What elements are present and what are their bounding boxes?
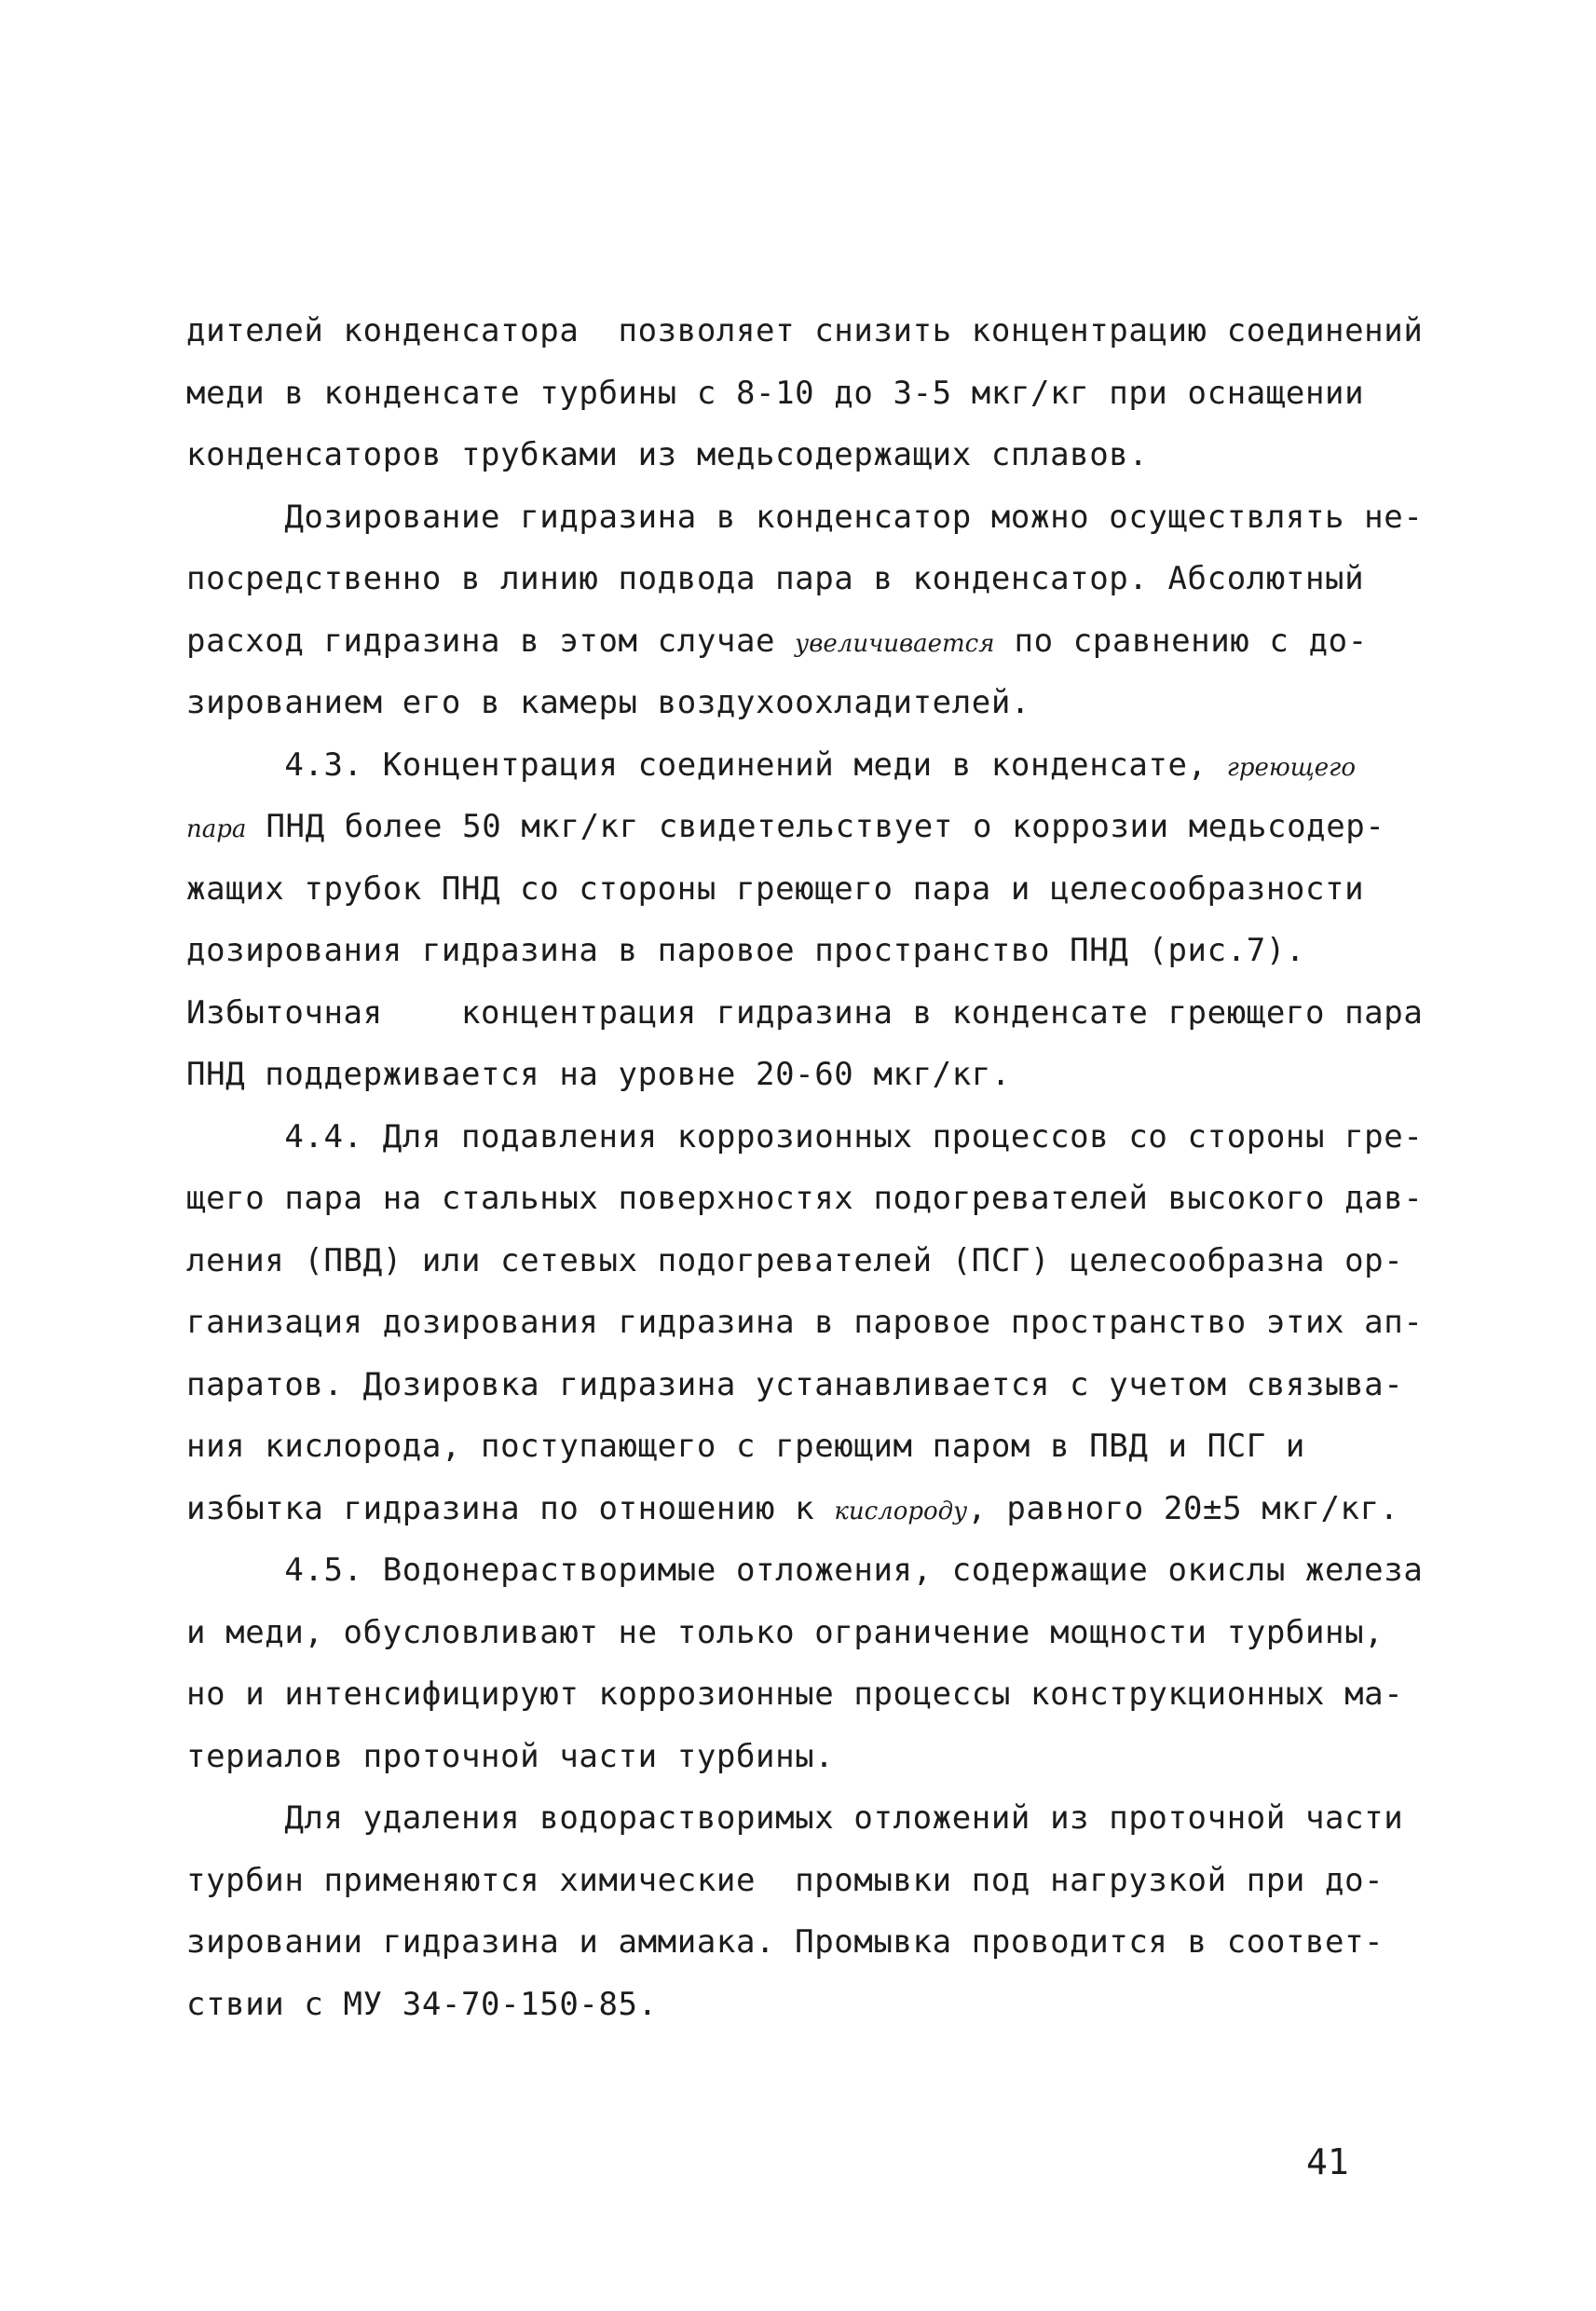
text-fragment: избытка гидразина по отношению к bbox=[186, 1489, 835, 1527]
text-line: конденсаторов трубками из медьсодержащих сплавов. bbox=[186, 436, 1149, 473]
text-line: ния кислорода, поступающего с греющим паром в ПВД и ПСГ и bbox=[186, 1428, 1305, 1465]
text-line: ганизация дозирования гидразина в паровое пространство этих ап- bbox=[186, 1304, 1424, 1341]
text-line: Для удаления водорастворимых отложений из проточной части bbox=[186, 1799, 1404, 1837]
text-line: турбин применяются химические промывки под нагрузкой при до- bbox=[186, 1861, 1385, 1899]
text-line: щего пара на стальных поверхностях подогревателей высокого дав- bbox=[186, 1180, 1424, 1217]
page-number: 41 bbox=[1306, 2141, 1349, 2182]
text-line: паратов. Дозировка гидразина устанавливается с учетом связыва- bbox=[186, 1365, 1404, 1403]
text-line: зировании гидразина и аммиака. Промывка проводится в соответ- bbox=[186, 1923, 1385, 1961]
text-line: дозирования гидразина в паровое пространство ПНД (рис.7). bbox=[186, 932, 1305, 969]
text-line: но и интенсифицируют коррозионные процессы конструкционных ма- bbox=[186, 1675, 1404, 1713]
text-line: меди в конденсате турбины с 8-10 до 3-5 мкг/кг при оснащении bbox=[186, 374, 1365, 412]
text-line: ПНД поддерживается на уровне 20-60 мкг/кг. bbox=[186, 1056, 1011, 1093]
handwritten-correction: кислороду bbox=[834, 1497, 968, 1525]
text-line: жащих трубок ПНД со стороны греющего пара и целесообразности bbox=[186, 869, 1365, 908]
text-line: дителей конденсатора позволяет снизить концентрацию соединений bbox=[186, 312, 1424, 349]
text-line bbox=[186, 1478, 1435, 1540]
body-text bbox=[186, 300, 1435, 2035]
text-line: 4.5. Водонерастворимые отложения, содержащие окислы железа bbox=[186, 1552, 1424, 1589]
text-line bbox=[186, 610, 1435, 673]
text-line: зированием его в камеры воздухоохладителей. bbox=[186, 684, 1030, 721]
handwritten-correction: греющего bbox=[1226, 753, 1356, 782]
text-fragment: , равного 20±5 мкг/кг. bbox=[967, 1489, 1399, 1527]
text-line: и меди, обусловливают не только ограничение мощности турбины, bbox=[186, 1613, 1385, 1651]
text-fragment: 4.3. Концентрация соединений меди в конденсате, bbox=[186, 745, 1227, 784]
text-line: ления (ПВД) или сетевых подогревателей (ПСГ) целесообразна ор- bbox=[186, 1241, 1404, 1279]
text-line: Дозирование гидразина в конденсатор можно осуществлять не- bbox=[186, 498, 1424, 536]
text-line: Избыточная концентрация гидразина в конденсате греющего пара bbox=[186, 993, 1424, 1032]
handwritten-correction: увеличивается bbox=[795, 629, 995, 658]
handwritten-correction: пара bbox=[186, 815, 247, 843]
text-fragment: по сравнению с до- bbox=[994, 622, 1368, 660]
text-fragment: расход гидразина в этом случае bbox=[186, 622, 796, 660]
text-line: 4.4. Для подавления коррозионных процессов со стороны гре- bbox=[186, 1117, 1424, 1156]
text-line bbox=[186, 796, 1435, 858]
text-fragment: ПНД более 50 мкг/кг свидетельствует о коррозии медьсодер- bbox=[246, 808, 1385, 845]
text-line: териалов проточной части турбины. bbox=[186, 1737, 835, 1775]
text-line: посредственно в линию подвода пара в конденсатор. Абсолютный bbox=[186, 560, 1365, 597]
text-line: ствии с МУ 34-70-150-85. bbox=[186, 1985, 658, 2023]
text-line bbox=[186, 734, 1435, 797]
